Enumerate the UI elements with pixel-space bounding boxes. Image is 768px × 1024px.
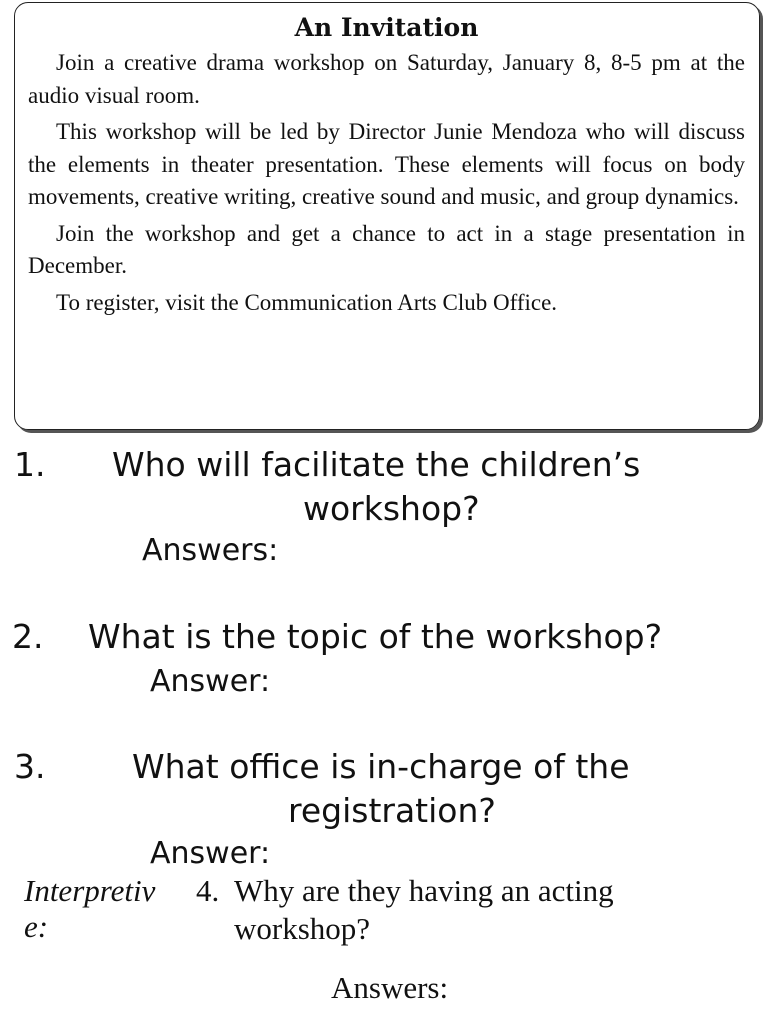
- invitation-title: An Invitation: [294, 13, 479, 42]
- invitation-paragraph-2: This workshop will be led by Director Junie Mendoza who will discuss the elements in theater presentation. These elements will focus on body movements, creative writing, creative sound and music, and group dynamics.: [28, 119, 745, 209]
- question-2-number: 2.: [12, 617, 44, 656]
- question-1-number: 1.: [14, 445, 46, 484]
- invitation-paragraph-1: Join a creative drama workshop on Saturday, January 8, 8-5 pm at the audio visual room.: [28, 50, 745, 108]
- question-2-answer-label: Answer:: [150, 664, 271, 699]
- question-4-text-line1: Why are they having an acting: [234, 873, 614, 908]
- question-2-text: What is the topic of the workshop?: [88, 617, 663, 656]
- question-4-category: [24, 873, 194, 945]
- question-3-text-line2: registration?: [288, 791, 496, 830]
- question-1-answer-label: Answers:: [142, 533, 279, 568]
- question-1-text-line1: Who will facilitate the children’s: [112, 445, 641, 484]
- question-4-text-line2: workshop?: [234, 911, 371, 946]
- question-4-number: 4.: [196, 873, 220, 908]
- question-3-text-line1: What office is in-charge of the: [132, 747, 630, 786]
- question-3-number: 3.: [14, 747, 46, 786]
- invitation-paragraph-4: To register, visit the Communication Arts Club Office.: [56, 289, 558, 315]
- invitation-box: [14, 2, 760, 430]
- question-4-category-line2: e:: [24, 909, 49, 944]
- question-4-category-line1: Interpretiv: [24, 873, 156, 908]
- invitation-paragraph-3: Join the workshop and get a chance to act in a stage presentation in December.: [28, 220, 745, 278]
- question-1-text-line2: workshop?: [303, 489, 480, 528]
- question-4-answer-label: Answers:: [331, 970, 449, 1005]
- question-3-answer-label: Answer:: [150, 836, 271, 871]
